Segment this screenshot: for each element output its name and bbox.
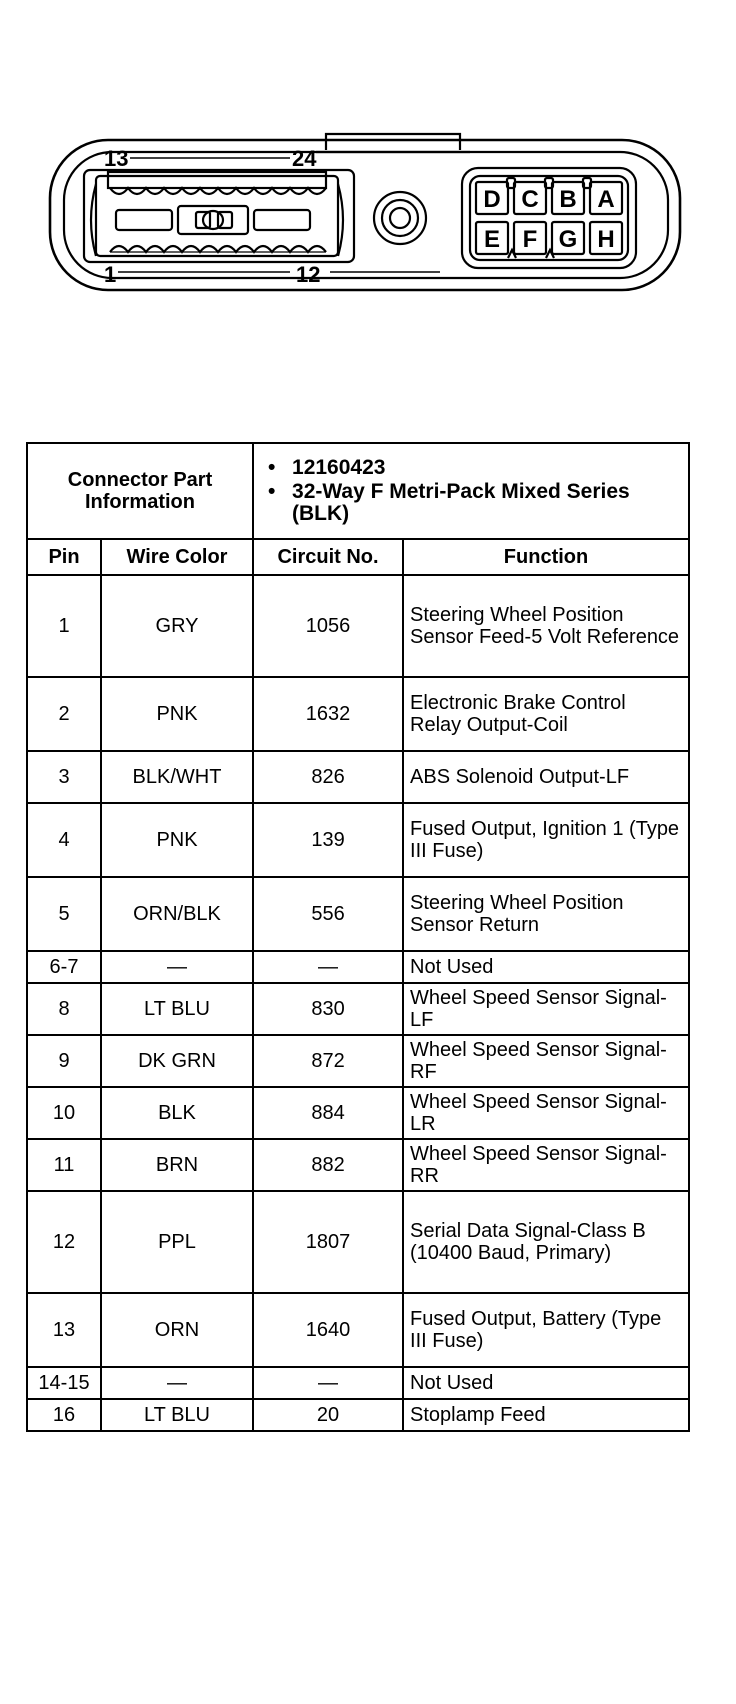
pin-cell: 11 (27, 1139, 101, 1191)
cavity-label-a: A (597, 186, 615, 213)
circuit-cell: 884 (253, 1087, 403, 1139)
pin-cell: 10 (27, 1087, 101, 1139)
function-cell: Wheel Speed Sensor Signal-RR (403, 1139, 689, 1191)
table-row (27, 951, 689, 983)
cavity-label-c: C (521, 186, 539, 213)
function-cell: Serial Data Signal-Class B (10400 Baud, Primary) (403, 1191, 689, 1293)
circuit-cell: 830 (253, 983, 403, 1035)
table-row (27, 803, 689, 877)
wire-color-cell: BLK/WHT (101, 751, 253, 803)
function-cell: Steering Wheel Position Sensor Feed-5 Volt Reference (403, 575, 689, 677)
function-cell: Electronic Brake Control Relay Output-Coil (403, 677, 689, 751)
header-circuit: Circuit No. (253, 539, 403, 575)
pin-label-1: 1 (104, 262, 117, 287)
table-row (27, 1191, 689, 1293)
wire-color-cell: LT BLU (101, 1399, 253, 1431)
function-cell: Stoplamp Feed (403, 1399, 689, 1431)
pin-cell: 2 (27, 677, 101, 751)
connector-info-values (253, 443, 689, 539)
table-row (27, 1087, 689, 1139)
header-function: Function (403, 539, 689, 575)
circuit-cell: 1640 (253, 1293, 403, 1367)
pin-cell: 5 (27, 877, 101, 951)
connector-description: • 32-Way F Metri-Pack Mixed Series (BLK) (268, 480, 630, 525)
circuit-cell: — (253, 1367, 403, 1399)
cavity-label-h: H (597, 226, 615, 253)
circuit-cell: 1807 (253, 1191, 403, 1293)
wire-color-cell: PPL (101, 1191, 253, 1293)
pin-cell: 1 (27, 575, 101, 677)
function-cell: ABS Solenoid Output-LF (403, 751, 689, 803)
function-cell: Steering Wheel Position Sensor Return (403, 877, 689, 951)
table-row (27, 677, 689, 751)
table-row (27, 1367, 689, 1399)
wire-color-cell: GRY (101, 575, 253, 677)
function-cell: Fused Output, Battery (Type III Fuse) (403, 1293, 689, 1367)
function-cell: Not Used (403, 951, 689, 983)
wire-color-cell: — (101, 1367, 253, 1399)
circuit-cell: — (253, 951, 403, 983)
wire-color-cell: BRN (101, 1139, 253, 1191)
cavity-label-d: D (483, 186, 501, 213)
circuit-cell: 1056 (253, 575, 403, 677)
table-row (27, 1399, 689, 1431)
pin-cell: 8 (27, 983, 101, 1035)
pin-cell: 3 (27, 751, 101, 803)
pin-cell: 6-7 (27, 951, 101, 983)
connector-info-row (27, 443, 689, 539)
pin-cell: 13 (27, 1293, 101, 1367)
circuit-cell: 882 (253, 1139, 403, 1191)
cavity-label-e: E (483, 226, 501, 253)
connector-info-label: Connector Part Information (27, 443, 253, 539)
circuit-cell: 1632 (253, 677, 403, 751)
wire-color-cell: ORN/BLK (101, 877, 253, 951)
cavity-label-b: B (559, 186, 577, 213)
pin-cell: 9 (27, 1035, 101, 1087)
wire-color-cell: — (101, 951, 253, 983)
wire-color-cell: PNK (101, 677, 253, 751)
pin-cell: 14-15 (27, 1367, 101, 1399)
circuit-cell: 826 (253, 751, 403, 803)
cavity-label-g: G (558, 226, 578, 253)
wire-color-cell: ORN (101, 1293, 253, 1367)
table-row (27, 1293, 689, 1367)
pin-label-24: 24 (292, 146, 317, 171)
table-row (27, 877, 689, 951)
table-row (27, 983, 689, 1035)
pin-label-13: 13 (104, 146, 129, 171)
function-cell: Not Used (403, 1367, 689, 1399)
function-cell: Fused Output, Ignition 1 (Type III Fuse) (403, 803, 689, 877)
wire-color-cell: DK GRN (101, 1035, 253, 1087)
cavity-label-f: F (522, 226, 538, 253)
connector-diagram (0, 0, 736, 330)
circuit-cell: 139 (253, 803, 403, 877)
table-row (27, 575, 689, 677)
wire-color-cell: PNK (101, 803, 253, 877)
circuit-cell: 872 (253, 1035, 403, 1087)
pin-cell: 4 (27, 803, 101, 877)
wire-color-cell: LT BLU (101, 983, 253, 1035)
pin-cell: 16 (27, 1399, 101, 1431)
wire-color-cell: BLK (101, 1087, 253, 1139)
table-row (27, 1139, 689, 1191)
header-pin: Pin (27, 539, 101, 575)
pin-cell: 12 (27, 1191, 101, 1293)
pinout-table (26, 442, 690, 1432)
table-row (27, 1035, 689, 1087)
circuit-cell: 556 (253, 877, 403, 951)
circuit-cell: 20 (253, 1399, 403, 1431)
pin-label-12: 12 (296, 262, 321, 287)
function-cell: Wheel Speed Sensor Signal-LF (403, 983, 689, 1035)
header-row (27, 539, 689, 575)
function-cell: Wheel Speed Sensor Signal-LR (403, 1087, 689, 1139)
header-wire-color: Wire Color (101, 539, 253, 575)
function-cell: Wheel Speed Sensor Signal-RF (403, 1035, 689, 1087)
table-row (27, 751, 689, 803)
part-number: • 12160423 (268, 456, 386, 479)
